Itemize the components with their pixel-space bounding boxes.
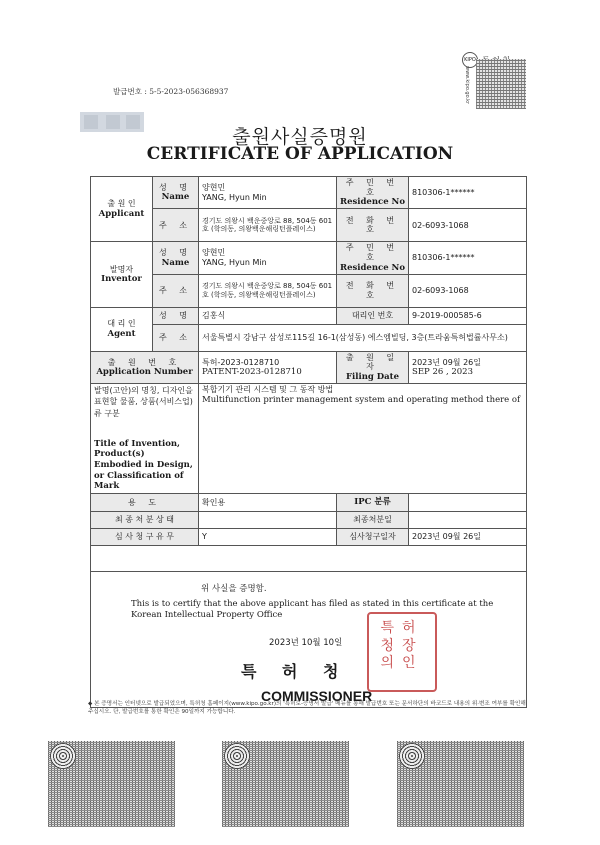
agent-number-label: 대리인 번호: [337, 307, 409, 324]
blank-row: [91, 545, 527, 571]
filing-date-label: 출 원 일 자 Filing Date: [337, 351, 409, 383]
application-number: 특허-2023-0128710 PATENT-2023-0128710: [199, 351, 337, 383]
final-status-value: [199, 511, 337, 528]
barcode-3: [397, 741, 524, 827]
ipc-label: IPC 분류: [337, 493, 409, 511]
final-date-value: [409, 511, 527, 528]
certify-english: This is to certify that the above applicant has filed as stated in this certificate at the Korean Intellectual Property Office: [131, 598, 494, 621]
applicant-section: 출 원 인 Applicant: [91, 177, 153, 242]
usage-label: 용 도: [91, 493, 199, 511]
certify-date: 2023년 10월 10일: [269, 637, 343, 648]
application-number-label: 출 원 번 호 Application Number: [91, 351, 199, 383]
certify-korean: 위 사실을 증명함.: [201, 583, 267, 594]
inventor-resid-value: 810306-1******: [409, 242, 527, 274]
issuer-korean: 특 허 청: [241, 661, 349, 681]
issue-number: 발급번호 : 5-5-2023-056368937: [113, 87, 229, 96]
applicant-address-label: 주 소: [153, 209, 199, 242]
verification-qr-code: [476, 59, 526, 109]
certificate-table: [90, 176, 527, 708]
issuer-english: COMMISSIONER: [261, 687, 373, 704]
invention-title-label: 발명(고안)의 명칭, 디자인을 표현할 물품, 상품(서비스업)류 구분 Title of Invention, Product(s) Embodied in Design, or Classification of Mark: [91, 384, 199, 494]
invention-title: 복합기기 관리 시스템 및 그 동작 방법 Multifunction printer management system and operating method there of: [199, 384, 527, 494]
exam-date-label: 심사청구일자: [337, 528, 409, 545]
applicant-resid-value: 810306-1******: [409, 177, 527, 209]
inventor-phone-label: 전 화 번 호: [337, 274, 409, 307]
title-english: CERTIFICATE OF APPLICATION: [146, 144, 454, 164]
ipc-value: [409, 493, 527, 511]
final-status-label: 최 종 처 분 상 태: [91, 511, 199, 528]
filing-date: 2023년 09월 26일 SEP 26 , 2023: [409, 351, 527, 383]
barcode-1: [48, 741, 175, 827]
agent-section: 대 리 인 Agent: [91, 307, 153, 351]
agent-address-label: 주 소: [153, 324, 199, 351]
usage-value: 확인용: [199, 493, 337, 511]
kipo-logo-icon: KIPO: [462, 52, 478, 68]
agent-name-label: 성 명: [153, 307, 199, 324]
certification-block: [91, 571, 527, 707]
inventor-section: 발명자 Inventor: [91, 242, 153, 307]
footer-note: ◆ 본 증명서는 인터넷으로 발급되었으며, 특허청 홈페이지(www.kipo.go.kr)의 '특허로-증명서 발급' 메뉴를 통해 발급번호 또는 문서하단의 바코드로 내용의 위·변조 여부를 확인해 주십시오. 단, 발급번호를 통한 확인은 90일까지 가능합니다.: [88, 701, 526, 716]
applicant-name-label: 성 명 Name: [153, 177, 199, 209]
agent-number: 9-2019-000585-6: [409, 307, 527, 324]
applicant-name: 양현민 YANG, Hyun Min: [199, 177, 337, 209]
official-seal-stamp: 특허청장의인: [367, 612, 437, 692]
exam-request-value: Y: [199, 528, 337, 545]
applicant-resid-label: 주 민 번 호 Residence No: [337, 177, 409, 209]
agent-address: 서울특별시 강남구 삼성로115길 16-1(삼성동) 에스엠빌딩, 3층(트라움특허법률사무소): [199, 324, 527, 351]
applicant-address: 경기도 의왕시 백운중앙로 88, 504동 601호 (학의동, 의왕백운해링턴플레이스): [199, 209, 337, 242]
agent-name: 김홍식: [199, 307, 337, 324]
title-korean: 출원사실증명원: [232, 126, 368, 148]
final-date-label: 최종처분일: [337, 511, 409, 528]
exam-date-value: 2023년 09월 26일: [409, 528, 527, 545]
inventor-name: 양현민 YANG, Hyun Min: [199, 242, 337, 274]
inventor-phone: 02-6093-1068: [409, 274, 527, 307]
inventor-address-label: 주 소: [153, 274, 199, 307]
inventor-resid-label: 주 민 번 호 Residence No: [337, 242, 409, 274]
kipo-url: www.kipo.go.kr: [464, 66, 470, 105]
inventor-address: 경기도 의왕시 백운중앙로 88, 504동 601호 (학의동, 의왕백운해링턴플레이스): [199, 274, 337, 307]
applicant-phone-label: 전 화 번 호: [337, 209, 409, 242]
exam-request-label: 심 사 청 구 유 무: [91, 528, 199, 545]
inventor-name-label: 성 명 Name: [153, 242, 199, 274]
applicant-phone: 02-6093-1068: [409, 209, 527, 242]
barcode-2: [222, 741, 349, 827]
